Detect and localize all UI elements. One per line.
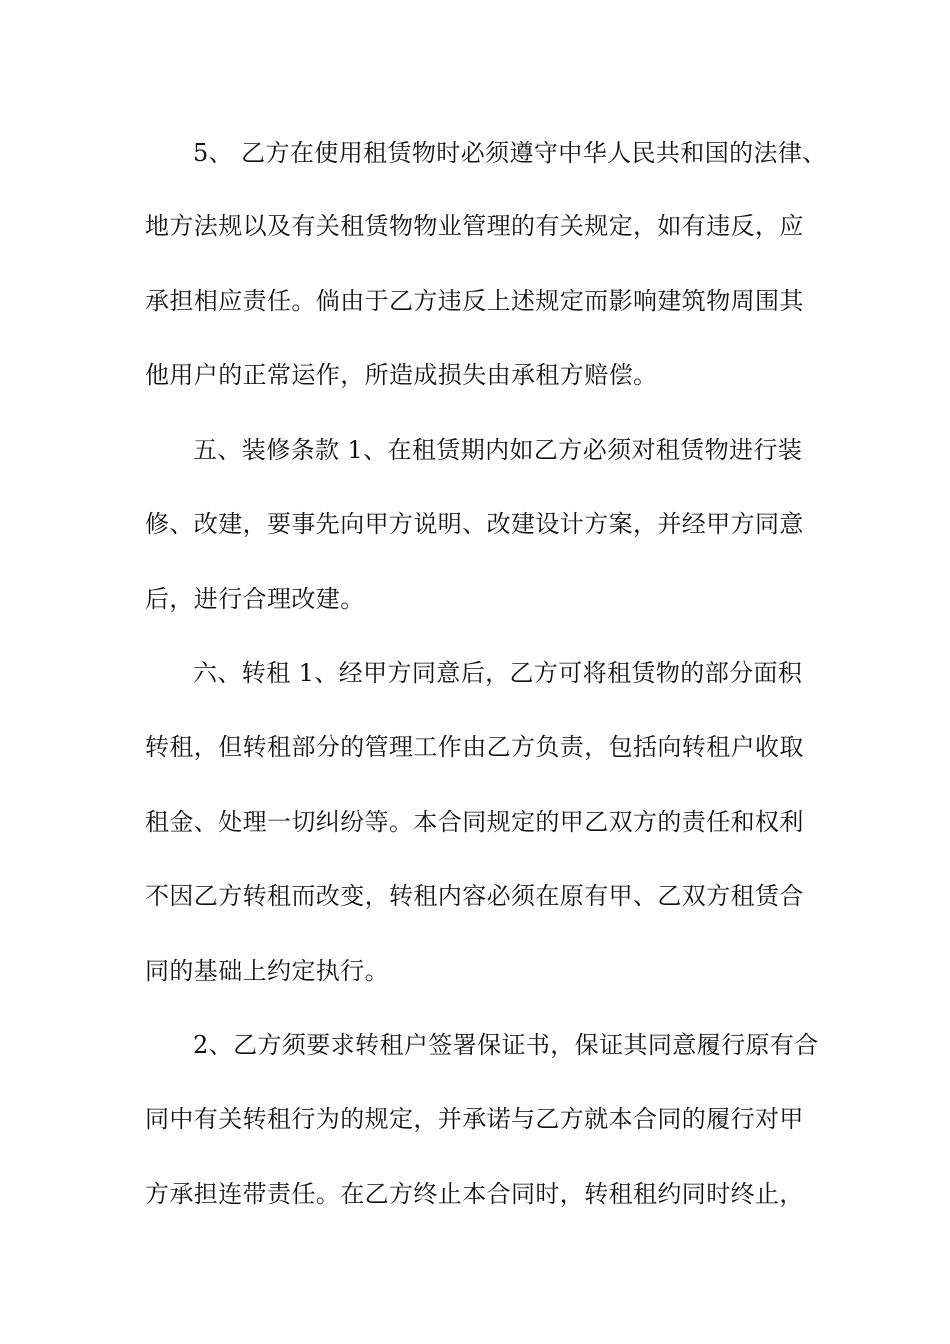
text-line: 他用户的正常运作，所造成损失由承租方赔偿。 <box>145 361 658 389</box>
text-line: 转租，但转租部分的管理工作由乙方负责，包括向转租户收取 <box>145 733 804 761</box>
text-line: 方承担连带责任。在乙方终止本合同时，转租租约同时终止， <box>145 1180 804 1208</box>
text-line: 不因乙方转租而改变，转租内容必须在原有甲、乙双方租赁合 <box>145 882 804 910</box>
text-line: 修、改建，要事先向甲方说明、改建设计方案，并经甲方同意 <box>145 510 804 538</box>
text-line: 地方法规以及有关租赁物物业管理的有关规定，如有违反，应 <box>145 212 804 240</box>
text-line: 六、转租 1、经甲方同意后，乙方可将租赁物的部分面积 <box>193 659 803 687</box>
text-line: 同的基础上约定执行。 <box>145 957 389 985</box>
text-line: 五、装修条款 1、在租赁期内如乙方必须对租赁物进行装 <box>193 436 803 464</box>
text-line: 后，进行合理改建。 <box>145 585 365 613</box>
text-line: 租金、处理一切纠纷等。本合同规定的甲乙双方的责任和权利 <box>145 808 804 836</box>
text-line: 同中有关转租行为的规定，并承诺与乙方就本合同的履行对甲 <box>145 1105 804 1133</box>
text-line: 承担相应责任。倘由于乙方违反上述规定而影响建筑物周围其 <box>145 287 804 315</box>
text-line: 5、 乙方在使用租赁物时必须遵守中华人民共和国的法律、 <box>193 139 827 167</box>
text-line: 2、乙方须要求转租户签署保证书，保证其同意履行原有合 <box>193 1031 819 1059</box>
